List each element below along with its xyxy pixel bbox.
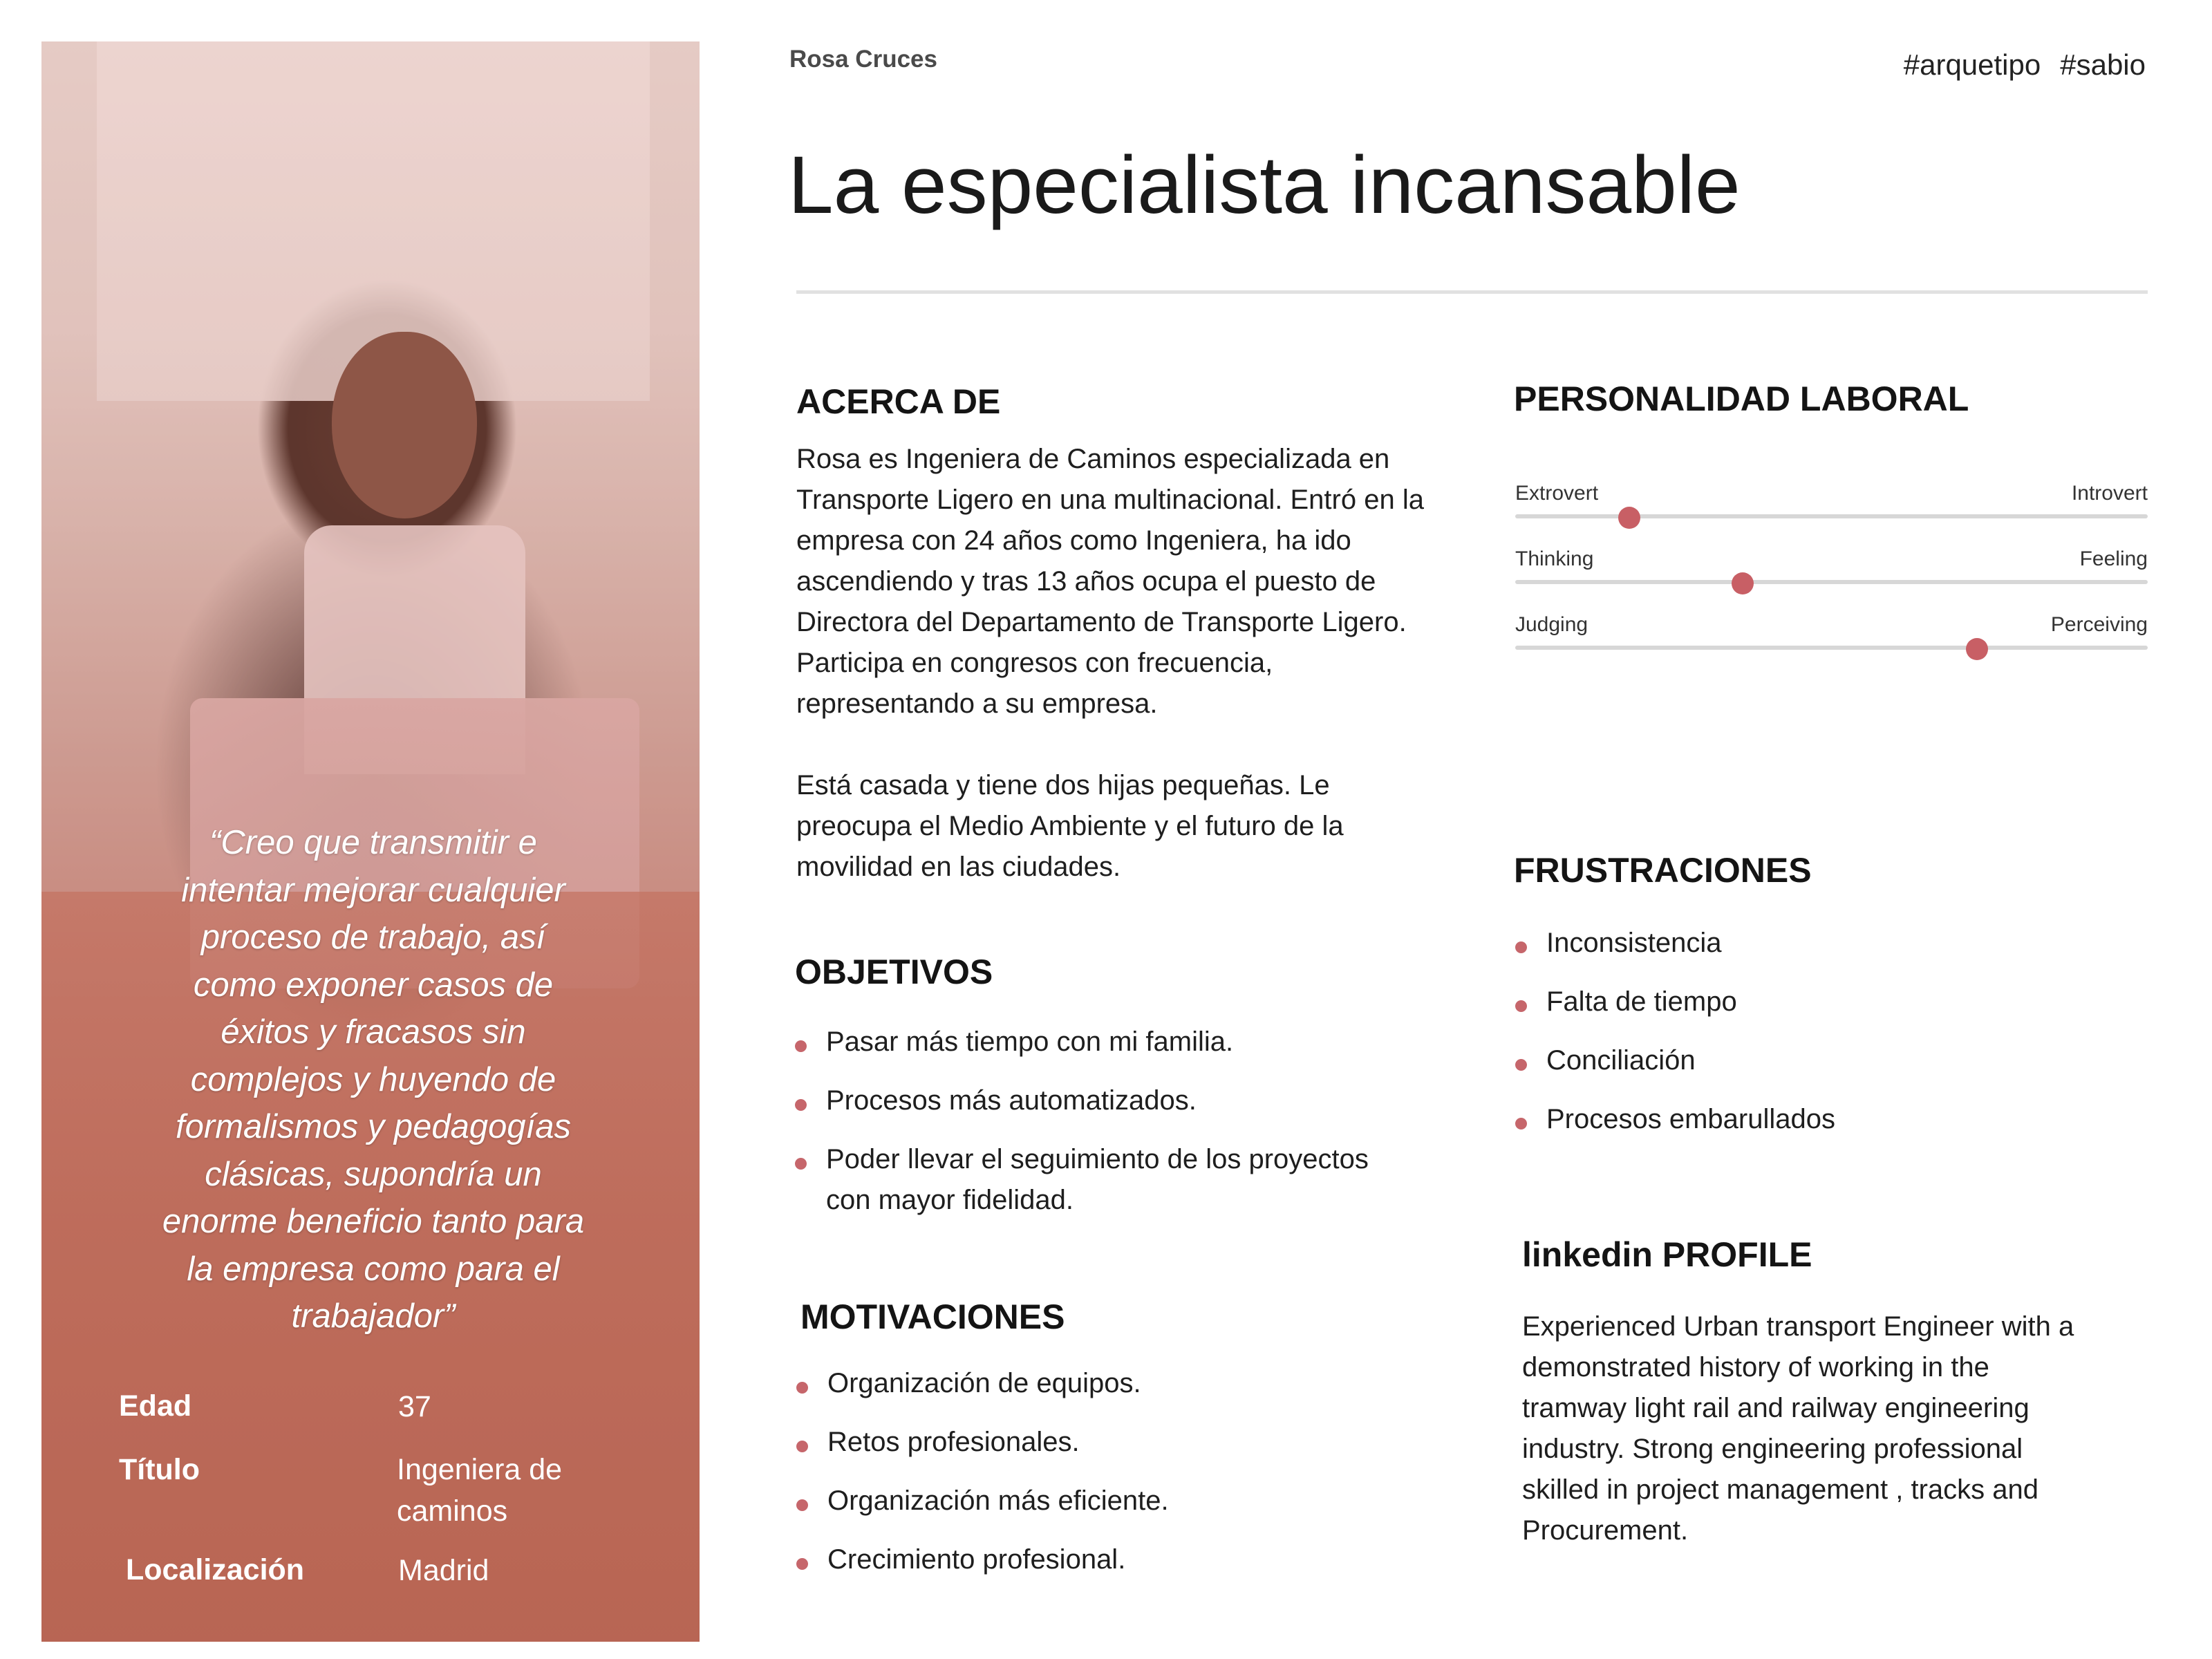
motivations-heading: MOTIVACIONES <box>800 1297 1065 1336</box>
degree-value: Ingeniera de caminos <box>397 1453 563 1528</box>
persona-name: Rosa Cruces <box>789 46 937 73</box>
frustrations-heading: FRUSTRACIONES <box>1514 851 1812 890</box>
bullet-dot-icon <box>795 1040 807 1052</box>
degree-label: Título <box>119 1453 200 1486</box>
personality-heading: PERSONALIDAD LABORAL <box>1514 379 1969 418</box>
bullet-dot-icon <box>1515 1000 1527 1012</box>
objectives-heading: OBJETIVOS <box>795 953 993 991</box>
list-item: Procesos más automatizados. <box>795 1080 1389 1121</box>
location-value: Madrid <box>398 1554 489 1587</box>
persona-quote: “Creo que transmitir e intentar mejorar cualquier proceso de trabajo, así como exponer casos de éxitos y fracasos sin complejos y huyendo de formalismos y pedagogías clásicas, supondría un enorme beneficio tanto para la empresa como para el trabajador” <box>162 824 585 1335</box>
list-item: Procesos embarullados <box>1515 1099 2137 1140</box>
header-divider <box>796 290 2148 294</box>
linkedin-text: Experienced Urban transport Engineer with a demonstrated history of working in the tramway light rail and railway engineering industry. Strong engineering professional skilled in project management , tracks and Procurement. <box>1522 1311 2074 1546</box>
scale-track <box>1515 580 2148 584</box>
persona-facts <box>41 41 700 1642</box>
bullet-dot-icon <box>796 1441 808 1452</box>
about-heading: ACERCA DE <box>796 382 1001 421</box>
motivations-list <box>796 1363 1391 1580</box>
scale-knob <box>1618 507 1640 529</box>
bullet-dot-icon <box>795 1158 807 1170</box>
scale-track <box>1515 646 2148 650</box>
scale-right-label: Feeling <box>2079 547 2148 570</box>
objectives-list <box>795 1022 1389 1221</box>
persona-photo <box>41 41 700 1642</box>
list-item: Conciliación <box>1515 1040 2137 1081</box>
list-item: Pasar más tiempo con mi familia. <box>795 1022 1389 1062</box>
bullet-dot-icon <box>1515 941 1527 953</box>
about-paragraph-1: Rosa es Ingeniera de Caminos especializada en Transporte Ligero en una multinacional. Entró en la empresa con 24 años como Ingeniera, ha ido ascendiendo y tras 13 años ocupa el puesto de Directora del Departamento de Transporte Ligero. Participa en congresos con frecuencia, representando a su empresa. <box>796 444 1424 719</box>
scale-right-label: Introvert <box>2071 482 2148 505</box>
scale-left-label: Judging <box>1515 613 1588 636</box>
bullet-dot-icon <box>795 1099 807 1111</box>
bullet-dot-icon <box>796 1499 808 1511</box>
bullet-dot-icon <box>1515 1059 1527 1071</box>
bullet-dot-icon <box>796 1558 808 1570</box>
list-item: Retos profesionales. <box>796 1422 1391 1463</box>
about-paragraph-2: Está casada y tiene dos hijas pequeñas. Le preocupa el Medio Ambiente y el futuro de la movilidad en las ciudades. <box>796 770 1344 882</box>
personality-scale-thinking-feeling <box>1515 547 2148 603</box>
list-item: Organización de equipos. <box>796 1363 1391 1404</box>
list-item: Falta de tiempo <box>1515 982 2137 1022</box>
scale-left-label: Extrovert <box>1515 482 1599 505</box>
list-item: Poder llevar el seguimiento de los proyectos con mayor fidelidad. <box>795 1139 1389 1221</box>
list-item: Organización más eficiente. <box>796 1481 1391 1521</box>
scale-track <box>1515 514 2148 518</box>
scale-left-label: Thinking <box>1515 547 1594 570</box>
age-label: Edad <box>119 1389 192 1423</box>
location-label: Localización <box>126 1553 305 1586</box>
age-value: 37 <box>398 1390 431 1423</box>
list-item: Inconsistencia <box>1515 923 2137 964</box>
linkedin-heading: linkedin PROFILE <box>1522 1235 1812 1274</box>
about-text <box>796 439 1443 888</box>
personality-scale-judging-perceiving <box>1515 613 2148 668</box>
personality-scale-extrovert-introvert <box>1515 482 2148 537</box>
tag-sabio[interactable]: #sabio <box>2060 48 2146 81</box>
list-item: Crecimiento profesional. <box>796 1539 1391 1580</box>
persona-tags <box>1904 48 2146 82</box>
bullet-dot-icon <box>1515 1118 1527 1130</box>
tag-arquetipo[interactable]: #arquetipo <box>1903 48 2041 81</box>
persona-title: La especialista incansable <box>788 140 1741 231</box>
frustrations-list <box>1515 923 2137 1140</box>
scale-right-label: Perceiving <box>2050 613 2148 636</box>
bullet-dot-icon <box>796 1382 808 1394</box>
scale-knob <box>1966 638 1988 660</box>
scale-knob <box>1732 572 1754 594</box>
